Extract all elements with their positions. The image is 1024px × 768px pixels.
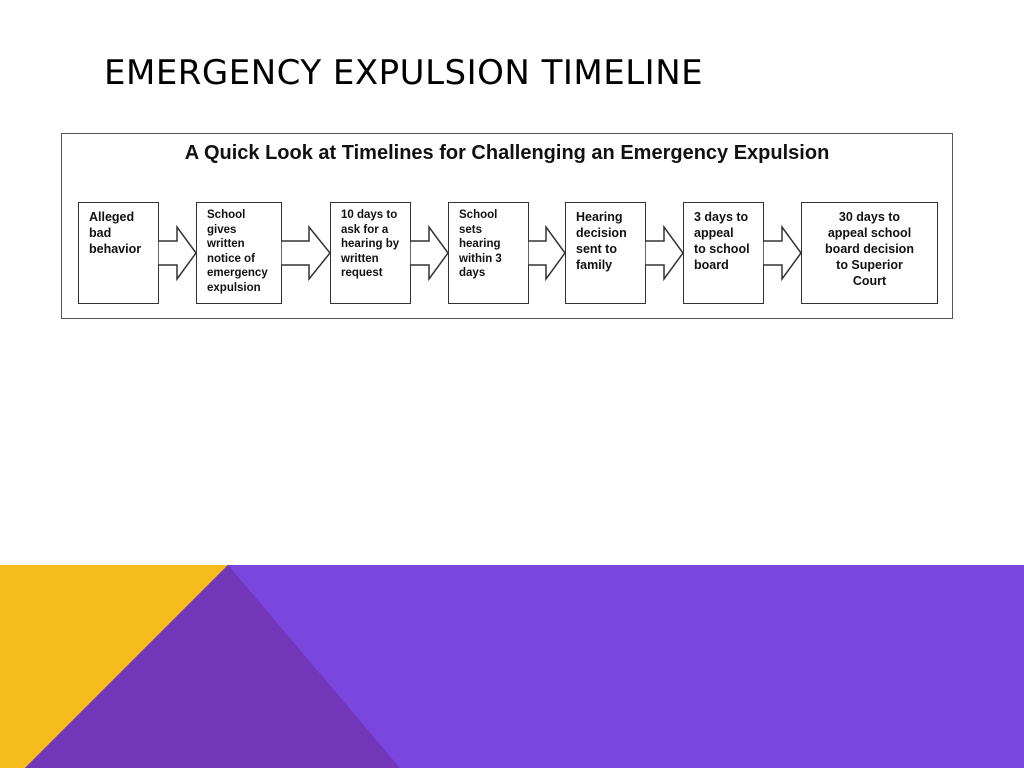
flow-arrow-4: [528, 225, 567, 281]
step-box-6: 3 days to appeal to school board: [683, 202, 764, 304]
timeline-figure: [61, 133, 953, 319]
step-box-7: 30 days to appeal school board decision to Superior Court: [801, 202, 938, 304]
decorative-footer-band: [0, 565, 1024, 768]
step-box-3: 10 days to ask for a hearing by written request: [330, 202, 411, 304]
flow-arrow-3: [410, 225, 450, 281]
step-box-2: School gives written notice of emergency expulsion: [196, 202, 282, 304]
flow-arrow-1: [158, 225, 198, 281]
flow-arrow-6: [763, 225, 803, 281]
flow-arrow-2: [281, 225, 332, 281]
step-box-4: School sets hearing within 3 days: [448, 202, 529, 304]
step-box-1: Alleged bad behavior: [78, 202, 159, 304]
figure-heading: A Quick Look at Timelines for Challenging an Emergency Expulsion: [184, 142, 830, 164]
slide-title: EMERGENCY EXPULSION TIMELINE: [104, 53, 704, 93]
flow-arrow-5: [645, 225, 685, 281]
step-box-5: Hearing decision sent to family: [565, 202, 646, 304]
